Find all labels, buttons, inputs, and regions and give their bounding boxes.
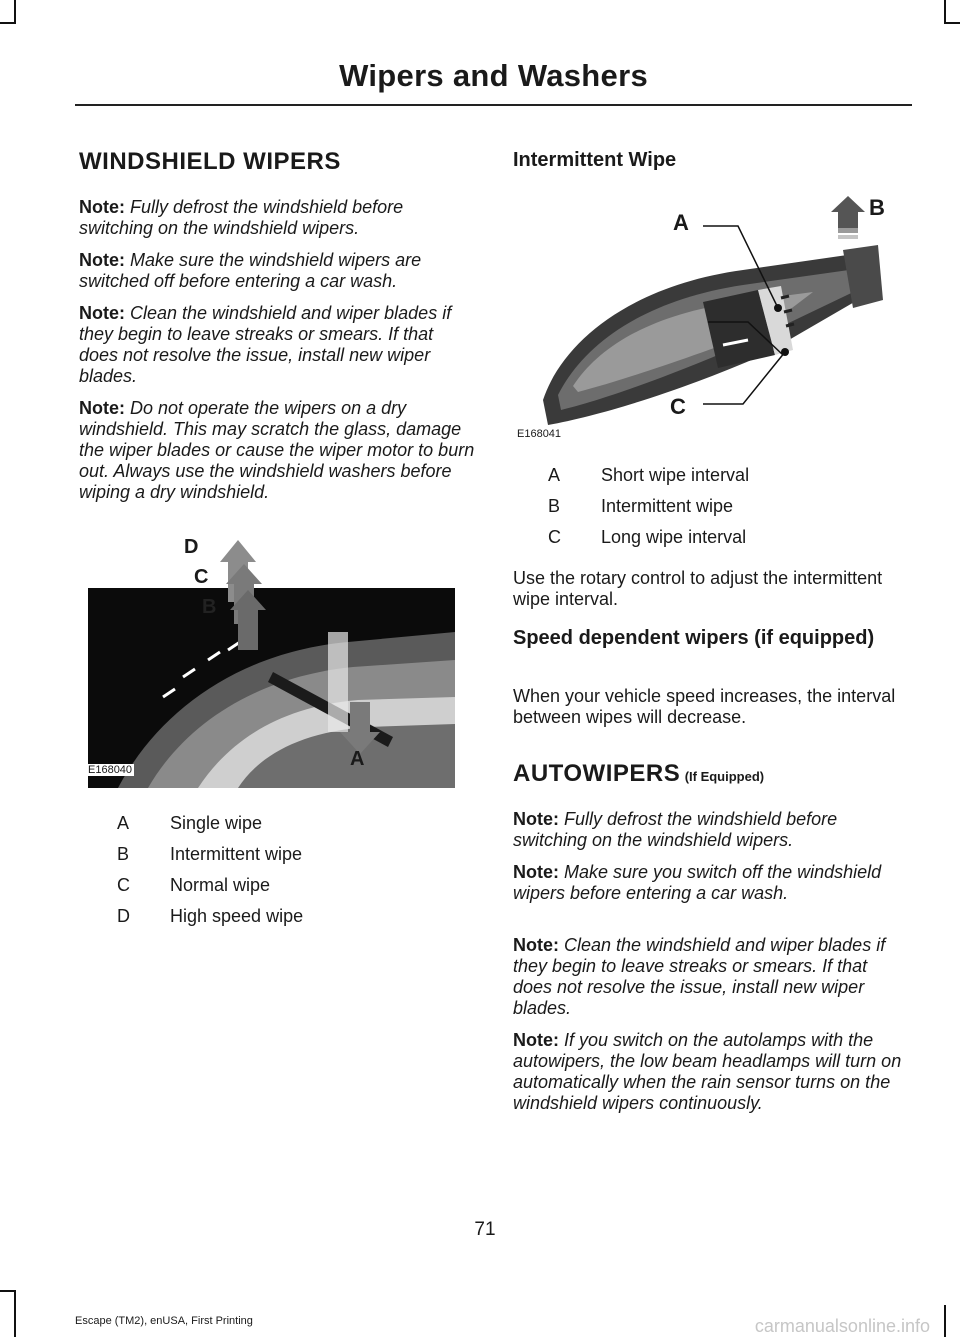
speed-dependent-text: When your vehicle speed increases, the interval between wipes will decrease. — [513, 686, 896, 727]
note-paragraph — [513, 935, 905, 1019]
section-heading — [513, 760, 905, 788]
intermittent-wipe-heading: Intermittent Wipe — [513, 149, 677, 171]
watermark: carmanualsonline.info — [754, 1316, 930, 1336]
crop-mark — [0, 1290, 16, 1292]
note-label: Note: — [79, 197, 125, 217]
legend-value: Short wipe interval — [601, 465, 750, 485]
note-paragraph — [513, 862, 905, 904]
header-divider — [75, 104, 912, 106]
legend-row — [117, 906, 437, 937]
crop-mark — [944, 0, 946, 24]
legend-wiper-speeds — [117, 813, 437, 937]
legend-value: High speed wipe — [170, 906, 304, 926]
legend-value: Intermittent wipe — [170, 844, 303, 864]
legend-key: B — [117, 844, 130, 864]
legend-value: Intermittent wipe — [601, 496, 734, 516]
note-text: Clean the windshield and wiper blades if they begin to leave streaks or smears. If that does not resolve the issue, install new wiper blades. — [513, 935, 886, 1018]
note-paragraph — [513, 809, 905, 851]
crop-mark — [944, 1305, 946, 1337]
legend-row — [548, 527, 888, 558]
note-label: Note: — [79, 398, 125, 418]
speed-dependent-heading: Speed dependent wipers (if equipped) — [513, 627, 875, 649]
legend-key: C — [117, 875, 130, 895]
legend-row — [117, 813, 437, 844]
wiper-stalk-illustration — [88, 532, 458, 792]
note-label: Note: — [513, 935, 559, 955]
note-label: Note: — [513, 862, 559, 882]
left-column — [79, 148, 477, 176]
page-number: 71 — [474, 1219, 496, 1240]
note-text: Clean the windshield and wiper blades if they begin to leave streaks or smears. If that does not resolve the issue, install new wiper blades. — [79, 303, 452, 386]
legend-value: Normal wipe — [170, 875, 271, 895]
figure-code: E168040 — [88, 764, 133, 776]
subsection-heading — [513, 148, 905, 172]
note-text: Fully defrost the windshield before switching on the windshield wipers. — [79, 197, 404, 238]
legend-row — [548, 465, 888, 496]
note-label: Note: — [79, 303, 125, 323]
note-paragraph — [79, 303, 477, 387]
callout-label: A — [673, 210, 689, 235]
note-text: Make sure you switch off the windshield wipers before entering a car wash. — [513, 862, 882, 903]
callout-label: B — [202, 596, 217, 618]
callout-label: C — [194, 566, 209, 588]
legend-wipe-intervals — [548, 465, 888, 558]
rotary-control-text: Use the rotary control to adjust the intermittent wipe interval. — [513, 568, 883, 609]
legend-value: Long wipe interval — [601, 527, 747, 547]
crop-mark — [944, 22, 960, 24]
subsection-heading — [513, 626, 905, 650]
body-paragraph — [513, 686, 905, 728]
legend-key: B — [548, 496, 561, 516]
legend-key: A — [548, 465, 561, 485]
note-text: Make sure the windshield wipers are switched off before entering a car wash. — [79, 250, 422, 291]
rotary-stalk-illustration — [513, 190, 908, 445]
note-paragraph — [513, 1030, 905, 1114]
crop-mark — [0, 22, 16, 24]
note-paragraph — [79, 398, 477, 503]
legend-row — [117, 875, 437, 906]
legend-key: A — [117, 813, 130, 833]
callout-label: C — [670, 394, 686, 419]
note-paragraph — [79, 250, 477, 292]
callout-label: A — [350, 748, 365, 770]
note-label: Note: — [79, 250, 125, 270]
autowipers-heading: AUTOWIPERS — [513, 760, 681, 787]
section-heading-windshield-wipers: WINDSHIELD WIPERS — [79, 148, 341, 175]
figure-intermittent-wipe — [513, 190, 908, 445]
figure-wiper-stalk-speeds — [88, 532, 458, 792]
note-text: Do not operate the wipers on a dry windshield. This may scratch the glass, damage the wiper blades or cause the wiper motor to burn out. Always use the windshield washers before wiping a dry windshield. — [79, 398, 475, 502]
crop-mark — [14, 0, 16, 24]
legend-row — [117, 844, 437, 875]
body-paragraph — [513, 568, 905, 610]
note-label: Note: — [513, 809, 559, 829]
page-title: Wipers and Washers — [339, 58, 648, 93]
note-label: Note: — [513, 1030, 559, 1050]
crop-mark — [14, 1290, 16, 1337]
edition-footer: Escape (TM2), enUSA, First Printing — [75, 1315, 253, 1327]
figure-code: E168041 — [517, 428, 562, 440]
legend-row — [548, 496, 888, 527]
callout-label: B — [869, 195, 885, 220]
callout-label: D — [184, 536, 199, 558]
note-text: Fully defrost the windshield before switching on the windshield wipers. — [513, 809, 838, 850]
note-text: If you switch on the autolamps with the autowipers, the low beam headlamps will turn on automatically when the rain sensor turns on the windshield wipers continuously. — [513, 1030, 902, 1113]
legend-key: C — [548, 527, 561, 547]
autowipers-suffix: (If Equipped) — [684, 769, 765, 784]
note-paragraph — [79, 197, 477, 239]
legend-value: Single wipe — [170, 813, 263, 833]
legend-key: D — [117, 906, 130, 926]
